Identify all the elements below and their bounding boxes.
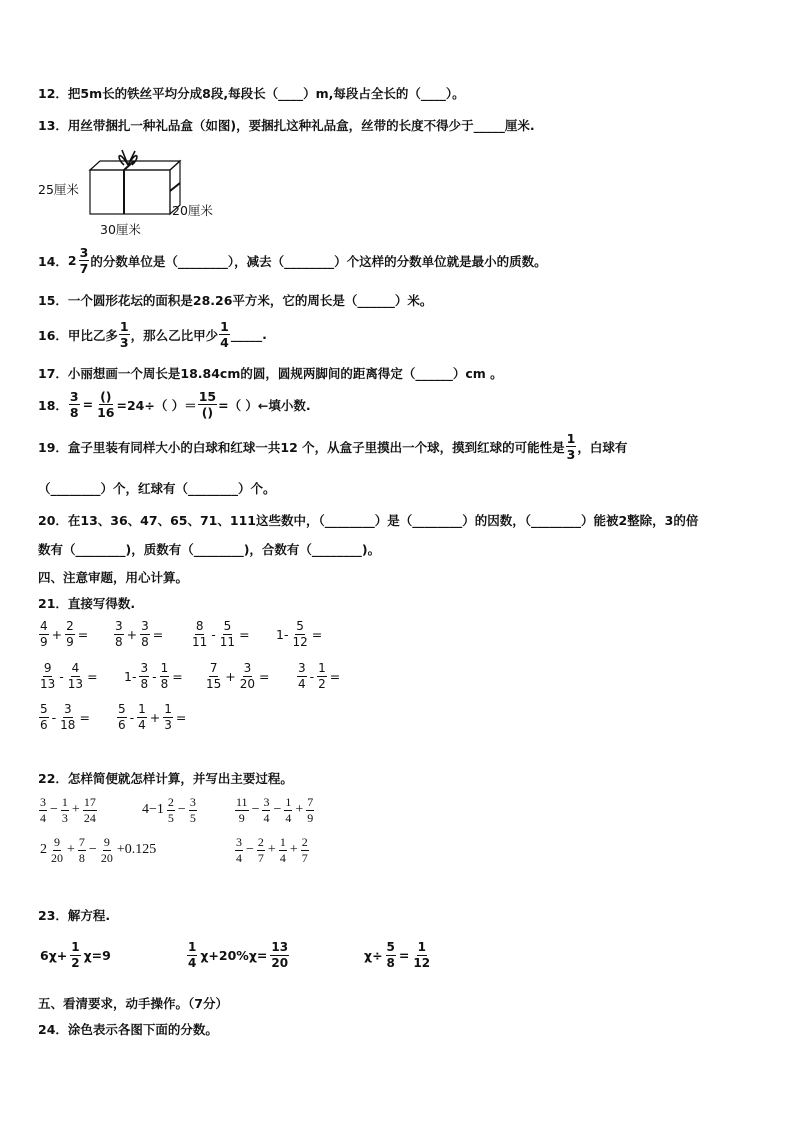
q23-equation-1: [38, 941, 113, 969]
fraction-numerator: 7: [78, 835, 85, 849]
expr-text: -: [152, 668, 157, 684]
fraction-denominator: 6: [40, 717, 48, 732]
expr-text: +: [51, 626, 63, 642]
fraction-numerator: 3: [115, 619, 123, 633]
fraction: [100, 836, 114, 864]
fraction: [65, 620, 75, 648]
q18-f1-num: 3: [69, 389, 79, 404]
fraction: [262, 796, 270, 824]
fraction: [39, 703, 49, 731]
q16-text-b: ，那么乙比甲少: [130, 327, 219, 343]
fraction-numerator: 5: [223, 619, 232, 633]
q23-equation-2: [186, 941, 290, 969]
fraction: [279, 836, 287, 864]
fraction-denominator: 20: [51, 850, 63, 865]
fraction-denominator: 18: [60, 717, 76, 732]
q19-denominator: 3: [566, 447, 576, 463]
expr-text: =: [79, 709, 90, 725]
q19-text-a: 19．盒子里装有同样大小的白球和红球一共12 个，从盒子里摸出一个球，摸到红球的可能性是: [38, 439, 565, 455]
fraction-numerator: 2: [167, 795, 174, 809]
fraction-denominator: 12: [292, 634, 308, 649]
fraction-numerator: 1: [417, 940, 426, 954]
fraction-denominator: 2: [318, 676, 326, 691]
fraction-denominator: 8: [141, 634, 149, 649]
expr-text: =: [398, 947, 410, 963]
fraction: [219, 620, 236, 648]
q22-expr-2: [140, 796, 198, 824]
expr-text: +: [225, 668, 236, 684]
question-21: 21．直接写得数.: [38, 596, 136, 611]
fraction: [205, 662, 222, 690]
fraction: [39, 662, 56, 690]
fraction: [291, 620, 308, 648]
question-20-line1: 20．在13、36、47、65、71、111这些数中，（________）是（________）的因数，（________）能被2整除，3的倍: [38, 513, 699, 528]
q21-expr-1: [38, 620, 90, 648]
expr-text: −: [177, 802, 186, 818]
fraction-numerator: 3: [141, 619, 149, 633]
box-height-label: 25厘米: [38, 182, 79, 197]
fraction: [117, 703, 127, 731]
expr-text: +: [67, 842, 75, 858]
fraction: [284, 796, 292, 824]
fraction-denominator: 8: [140, 676, 149, 691]
fraction-denominator: 11: [219, 634, 236, 649]
fraction-numerator: 9: [103, 835, 110, 849]
fraction-numerator: 9: [54, 835, 60, 849]
fraction: [306, 796, 314, 824]
expr-text: +: [126, 626, 138, 642]
fraction-denominator: 15: [206, 676, 222, 691]
q14-whole: 2: [67, 253, 77, 269]
fraction-denominator: 5: [167, 810, 174, 825]
q16-denominator-2: 4: [220, 335, 229, 351]
fraction-numerator: 3: [236, 835, 242, 849]
q18-f2-den: 16: [97, 405, 115, 421]
q21-expr-10: [116, 703, 188, 731]
fraction-denominator: 6: [118, 717, 126, 732]
q14-denominator: 7: [79, 261, 89, 277]
fraction-denominator: 9: [307, 810, 314, 825]
fraction-numerator: 2: [257, 835, 264, 849]
expr-text: +: [267, 842, 276, 858]
question-17: 17．小丽想画一个周长是18.84cm的圆，圆规两脚间的距离得定（______）cm 。: [38, 366, 503, 381]
fraction-numerator: 3: [63, 702, 72, 716]
fraction-denominator: 4: [236, 850, 242, 865]
fraction: [301, 836, 309, 864]
fraction-numerator: 11: [236, 795, 248, 809]
fraction: [50, 836, 64, 864]
expr-text: −: [251, 802, 260, 818]
expr-text: =: [172, 668, 183, 684]
q21-expr-7: [204, 662, 272, 690]
question-24: 24．涂色表示各图下面的分数。: [38, 1022, 218, 1037]
expr-text: 4−1: [142, 802, 164, 818]
fraction-denominator: 8: [115, 634, 123, 649]
fraction-numerator: 2: [301, 835, 308, 849]
q19-numerator: 1: [566, 431, 576, 446]
q22-expr-3: [234, 796, 315, 824]
fraction-numerator: 3: [298, 661, 306, 675]
expr-text: =: [87, 668, 98, 684]
gift-box-figure: [38, 146, 238, 238]
q18-end: =（ ）←填小数.: [218, 397, 311, 413]
q16-text-c: _____.: [230, 327, 267, 343]
fraction-denominator: 3: [164, 717, 172, 732]
fraction-numerator: 1: [279, 835, 286, 849]
q14-number: 14．: [38, 253, 68, 269]
question-19: [38, 432, 627, 461]
question-15: 15．一个圆形花坛的面积是28.26平方米，它的周长是（______）米。: [38, 293, 433, 308]
fraction-denominator: 12: [413, 955, 431, 970]
expr-text: -: [309, 668, 315, 684]
expr-text: -: [211, 626, 216, 642]
fraction-numerator: 3: [189, 795, 196, 809]
expr-text: +: [289, 842, 298, 858]
q21-expr-6: [122, 662, 185, 690]
fraction-denominator: 9: [238, 810, 245, 825]
fraction: [270, 941, 289, 969]
fraction: [235, 796, 249, 824]
expr-text: =: [175, 709, 187, 725]
expr-text: +0.125: [116, 842, 157, 858]
fraction-numerator: 3: [243, 661, 252, 675]
fraction-numerator: 1: [285, 795, 292, 809]
q18-f3-den: (): [201, 405, 214, 421]
expr-text: 1-: [124, 668, 137, 684]
fraction: [59, 703, 76, 731]
q16-numerator-2: 1: [220, 319, 229, 334]
fraction-denominator: 20: [239, 676, 256, 691]
fraction-denominator: 9: [66, 634, 74, 649]
question-18: 18． $\frac{3}{8}$ = () 16 =24÷（ ）＝ 15 () =（ ）←填小数.: [38, 389, 311, 421]
fraction-numerator: 5: [118, 702, 126, 716]
section-4-title: 四、注意审题，用心计算。: [38, 570, 189, 585]
fraction: [140, 620, 150, 648]
fraction-denominator: 4: [285, 810, 292, 825]
question-22: 22．怎样简便就怎样计算，并写出主要过程。: [38, 771, 293, 786]
fraction: [189, 796, 197, 824]
fraction-denominator: 4: [263, 810, 270, 825]
fraction-denominator: 8: [386, 955, 395, 970]
expr-text: +: [295, 802, 304, 818]
q22-expr-5: [234, 836, 310, 864]
q21-expr-5: [38, 662, 100, 690]
fraction-denominator: 11: [192, 634, 208, 649]
q14-text: 的分数单位是（________），减去（________）个这样的分数单位就是最小的质数。: [90, 253, 547, 269]
fraction-denominator: 24: [83, 810, 96, 825]
fraction-numerator: 13: [271, 940, 289, 954]
question-23: 23．解方程.: [38, 908, 111, 923]
fraction-denominator: 4: [188, 955, 197, 970]
fraction-numerator: 4: [40, 619, 48, 633]
expr-text: =: [77, 626, 89, 642]
q19-text-b: ，白球有: [577, 439, 628, 455]
fraction: [187, 941, 197, 969]
fraction-denominator: 13: [67, 676, 84, 691]
expr-text: −: [246, 842, 254, 858]
q18-middle: =24÷（ ）＝: [116, 397, 197, 413]
box-width-label: 20厘米: [172, 203, 213, 218]
fraction-numerator: 1: [188, 940, 197, 954]
fraction-numerator: 1: [71, 940, 80, 954]
fraction-denominator: 9: [40, 634, 48, 649]
expr-text: −: [273, 802, 282, 818]
fraction: [139, 662, 149, 690]
expr-text: -: [129, 709, 135, 725]
q14-numerator: 3: [79, 245, 89, 260]
fraction: [317, 662, 327, 690]
fraction-numerator: 1: [318, 661, 326, 675]
fraction-denominator: 4: [279, 850, 286, 865]
q21-expr-9: [38, 703, 92, 731]
q18-f3-num: 15: [198, 389, 217, 404]
fraction: [83, 796, 97, 824]
fraction: [137, 703, 147, 731]
q22-expr-1: [38, 796, 98, 824]
fraction-numerator: 1: [61, 795, 68, 809]
fraction-numerator: 1: [164, 702, 172, 716]
q22-expr-4: [38, 836, 158, 864]
fraction-numerator: 3: [40, 795, 46, 809]
section-5-title: 五、看清要求，动手操作。（7分）: [38, 996, 228, 1011]
fraction: [67, 662, 84, 690]
q23-equation-3: [362, 941, 432, 969]
q18-f2-num: (): [100, 389, 112, 404]
fraction-denominator: 8: [78, 850, 85, 865]
question-14: [38, 246, 547, 275]
expr-text: -: [59, 668, 64, 684]
expr-text: =: [311, 626, 323, 642]
expr-text: 6χ+: [40, 947, 68, 963]
expr-text: 2: [40, 842, 47, 858]
fraction: [78, 836, 86, 864]
fraction-denominator: 7: [301, 850, 308, 865]
fraction-numerator: 9: [43, 661, 52, 675]
fraction-denominator: 8: [160, 676, 169, 691]
fraction-numerator: 5: [296, 619, 304, 633]
box-length-label: 30厘米: [100, 222, 141, 237]
q18-number: 18．: [38, 397, 68, 413]
expr-text: −: [50, 802, 58, 818]
fraction-denominator: 4: [138, 717, 146, 732]
expr-text: =: [152, 626, 164, 642]
fraction-denominator: 3: [61, 810, 68, 825]
question-16: [38, 320, 267, 349]
expr-text: +: [71, 802, 80, 818]
fraction: [70, 941, 80, 969]
expr-text: +: [149, 709, 161, 725]
expr-text: χ+20%χ=: [200, 947, 268, 963]
expr-text: 1-: [276, 626, 289, 642]
fraction-numerator: 7: [209, 661, 218, 675]
fraction-denominator: 7: [257, 850, 264, 865]
expr-text: χ=9: [83, 947, 111, 963]
fraction: [39, 796, 47, 824]
q21-expr-2: [113, 620, 165, 648]
fraction: [160, 662, 170, 690]
fraction-numerator: 4: [71, 661, 80, 675]
fraction: [412, 941, 431, 969]
fraction: [235, 836, 243, 864]
fraction-numerator: 5: [40, 702, 48, 716]
fraction-numerator: 8: [195, 619, 204, 633]
q14-mixed-number: [68, 246, 90, 275]
fraction: [114, 620, 124, 648]
q18-f1-den: 8: [69, 405, 79, 421]
fraction: [386, 941, 396, 969]
expr-text: =: [239, 626, 250, 642]
fraction-numerator: 1: [160, 661, 169, 675]
q21-expr-3: [190, 620, 252, 648]
fraction: [167, 796, 175, 824]
expr-text: χ÷: [364, 947, 383, 963]
expr-text: =: [259, 668, 270, 684]
fraction-denominator: 20: [100, 850, 113, 865]
fraction-numerator: 17: [83, 795, 96, 809]
fraction: [239, 662, 256, 690]
fraction-numerator: 7: [307, 795, 314, 809]
fraction: [297, 662, 307, 690]
expr-text: −: [88, 842, 97, 858]
fraction-numerator: 5: [386, 940, 395, 954]
question-19-line2: （________）个，红球有（________）个。: [38, 481, 276, 496]
fraction-numerator: 2: [66, 619, 74, 633]
fraction-denominator: 4: [40, 810, 46, 825]
fraction: [61, 796, 69, 824]
fraction: [39, 620, 49, 648]
fraction: [191, 620, 208, 648]
fraction-numerator: 3: [263, 795, 270, 809]
fraction-denominator: 13: [40, 676, 56, 691]
fraction-denominator: 5: [189, 810, 196, 825]
fraction-numerator: 1: [138, 702, 146, 716]
question-12: 12．把5m长的铁丝平均分成8段,每段长（____）m,每段占全长的（____）。: [38, 86, 465, 101]
fraction: [163, 703, 173, 731]
question-13: 13．用丝带捆扎一种礼品盒（如图)，要捆扎这种礼品盒，丝带的长度不得少于_____厘米.: [38, 118, 535, 133]
q16-denominator-1: 3: [119, 335, 129, 351]
fraction-denominator: 4: [298, 676, 306, 691]
fraction-denominator: 2: [71, 955, 80, 970]
q21-expr-4: [274, 620, 324, 648]
q16-text-a: 16．甲比乙多: [38, 327, 118, 343]
q21-expr-8: [296, 662, 342, 690]
expr-text: -: [51, 709, 57, 725]
fraction: [257, 836, 265, 864]
q16-numerator-1: 1: [119, 319, 129, 334]
question-20-line2: 数有（________)，质数有（________)，合数有（________)。: [38, 542, 381, 557]
fraction-numerator: 3: [140, 661, 149, 675]
expr-text: =: [329, 668, 341, 684]
fraction-denominator: 20: [271, 955, 289, 970]
